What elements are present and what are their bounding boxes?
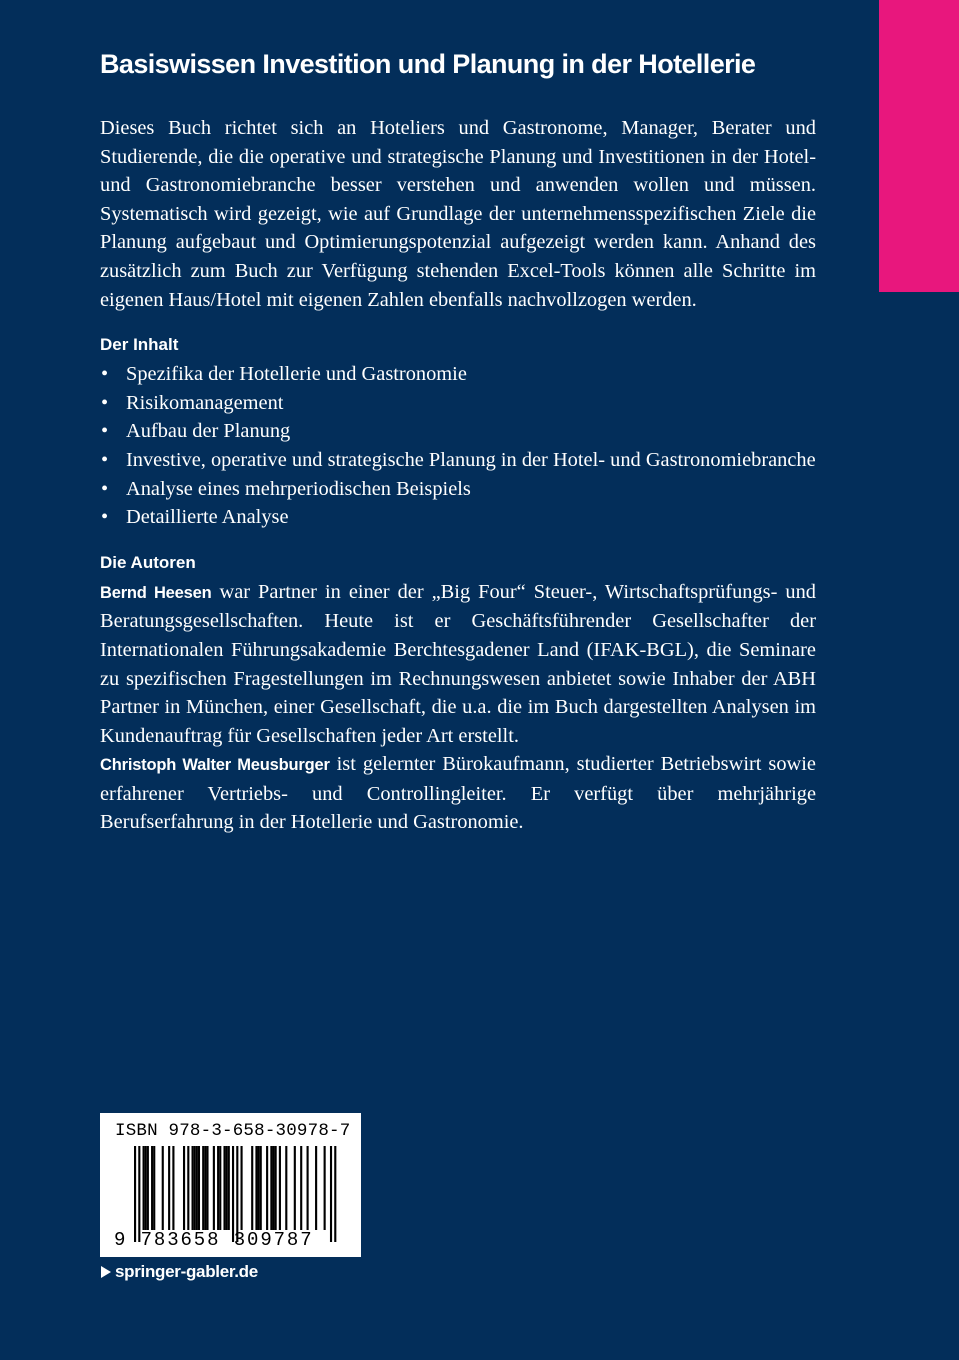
barcode-bar: [204, 1146, 206, 1230]
barcode-bar: [241, 1146, 243, 1230]
barcode-bar: [147, 1146, 149, 1230]
barcode-bar: [145, 1146, 147, 1230]
barcode-bar: [151, 1146, 153, 1230]
barcode-bar: [198, 1146, 200, 1230]
author-name-meusburger: Christoph Walter Meusburger: [100, 756, 330, 775]
barcode-bar: [138, 1146, 140, 1242]
barcode-bar: [300, 1146, 302, 1230]
barcode-bar: [315, 1146, 317, 1230]
barcode-bar: [194, 1146, 196, 1230]
barcode-bar: [168, 1146, 170, 1230]
barcode-bar: [260, 1146, 262, 1230]
barcode-bar: [251, 1146, 253, 1230]
bullet-icon: •: [101, 506, 109, 529]
barcode-bar: [236, 1146, 238, 1242]
barcode-bar: [232, 1146, 234, 1242]
bullet-icon: •: [101, 420, 109, 443]
barcode-bar: [223, 1146, 225, 1230]
barcode-bar: [187, 1146, 189, 1230]
barcode-bar: [226, 1146, 228, 1230]
contents-heading: Der Inhalt: [100, 335, 179, 355]
barcode-bar: [258, 1146, 260, 1230]
list-item: • Aufbau der Planung: [100, 417, 816, 446]
barcode-bar: [134, 1146, 136, 1242]
accent-bar: [879, 0, 959, 292]
barcode-bar: [334, 1146, 336, 1242]
barcode-bar: [196, 1146, 198, 1230]
list-item: • Investive, operative und strategische Planung in der Hotel- und Gastronomiebranche: [100, 446, 816, 475]
list-item: • Analyse eines mehrperiodischen Beispiels: [100, 475, 816, 504]
barcode-bar: [153, 1146, 155, 1230]
barcode-bar: [172, 1146, 174, 1230]
barcode-bar: [270, 1146, 272, 1230]
barcode-bar: [219, 1146, 221, 1230]
list-item: • Spezifika der Hotellerie und Gastronomie: [100, 360, 816, 389]
barcode-bar: [307, 1146, 309, 1230]
arrow-right-icon: [101, 1266, 111, 1278]
barcode-bar: [266, 1146, 268, 1230]
barcode-bar: [202, 1146, 204, 1230]
barcode-bar: [275, 1146, 277, 1230]
list-item: • Detaillierte Analyse: [100, 503, 816, 532]
bullet-icon: •: [101, 391, 109, 414]
barcode-bar: [272, 1146, 274, 1230]
author-bio-heesen: war Partner in einer der „Big Four“ Steuer-, Wirtschaftsprüfungs- und Beratungsgesellschaften. Heute ist er Geschäftsführender Gesellschafter der Internationalen Führungsakademie Berchtesgadener Land (IFAK-BGL), die Seminare zu spezifischen Fragestellungen im Rechnungswesen anbietet sowie Inhaber der ABH Partner in München, einer Gesellschaft, die u.a. die im Buch dargestellten Analysen im Kundenauftrag für Gesellschaften jeder Art erstellt.: [100, 580, 816, 747]
isbn-label: ISBN 978-3-658-30978-7: [115, 1121, 351, 1141]
barcode-bar: [324, 1146, 326, 1230]
barcode-bar: [183, 1146, 185, 1230]
back-cover-content: [100, 44, 816, 837]
barcode-bar: [213, 1146, 215, 1230]
ean-number: 9 783658 309787: [114, 1229, 314, 1251]
barcode-bar: [294, 1146, 296, 1230]
intro-paragraph: Dieses Buch richtet sich an Hoteliers und Gastronome, Manager, Berater und Studierende, die die operative und strategische Planung und Investitionen in der Hotel- und Gastronomiebranche besser verstehen und anwenden wollen und müssen. Systematisch wird gezeigt, wie auf Grundlage der unternehmensspezifischen Ziele die Planung aufgebaut und Optimierungspotenzial aufgezeigt werden kann. Anhand des zusätzlich zum Buch zur Verfügung stehenden Excel-Tools können alle Schritte im eigenen Haus/Hotel mit eigenen Zahlen ebenfalls nachvollzogen werden.: [100, 117, 816, 311]
barcode-bar: [279, 1146, 281, 1230]
barcode-bar: [285, 1146, 287, 1230]
barcode-bar: [192, 1146, 194, 1230]
barcode-bar: [143, 1146, 145, 1230]
barcode-bar: [217, 1146, 219, 1230]
barcode-bar: [162, 1146, 164, 1230]
authors-paragraph: [100, 578, 816, 837]
bullet-icon: •: [101, 477, 109, 500]
author-bio-meusburger: ist gelernter Bürokaufmann, studierter Betriebswirt sowie erfahrener Vertriebs- und Controllingleiter. Er verfügt über mehrjährige Berufserfahrung in der Hotellerie und Gastronomie.: [100, 753, 816, 834]
authors-heading: Die Autoren: [100, 552, 196, 572]
list-item: • Risikomanagement: [100, 389, 816, 418]
barcode-bar: [206, 1146, 208, 1230]
author-name-heesen: Bernd Heesen: [100, 583, 212, 602]
bullet-icon: •: [101, 363, 109, 386]
bullet-icon: •: [101, 448, 109, 471]
isbn-barcode: [100, 1113, 361, 1257]
barcode-bar: [228, 1146, 230, 1230]
barcode-bar: [255, 1146, 257, 1230]
publisher-website[interactable]: springer-gabler.de: [101, 1262, 258, 1282]
barcode-bar: [330, 1146, 332, 1242]
book-title: Basiswissen Investition und Planung in der Hotellerie: [100, 49, 756, 79]
contents-list: [100, 360, 816, 532]
